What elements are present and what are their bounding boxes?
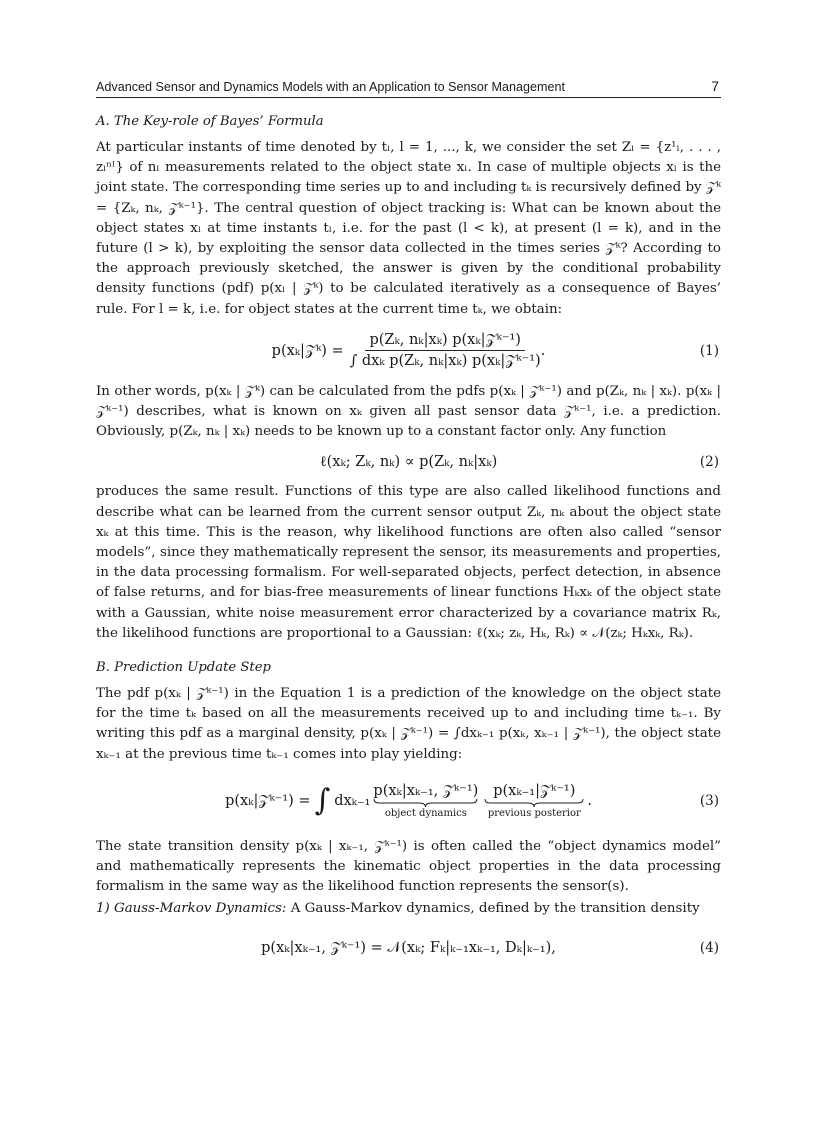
equation-4-body: p(xₖ|xₖ₋₁, 𝒵ᵏ⁻¹) = 𝒩(xₖ; Fₖ|ₖ₋₁xₖ₋₁, Dₖ|ₖ₋₁),	[261, 939, 556, 956]
subsection-gauss-markov	[96, 899, 721, 919]
underbrace-icon	[373, 799, 478, 807]
running-header	[96, 78, 721, 98]
equation-3-lhs: p(xₖ|𝒵ᵏ⁻¹) =	[225, 792, 311, 809]
object-dynamics-label: object dynamics	[384, 807, 467, 819]
equation-1-denominator: ∫ dxₖ p(Zₖ, nₖ|xₖ) p(xₖ|𝒵ᵏ⁻¹)	[349, 353, 541, 370]
section-a-heading: A. The Key-role of Bayes’ Formula	[96, 114, 324, 129]
equation-3-tail: .	[587, 792, 592, 809]
equation-2-body: ℓ(xₖ; Zₖ, nₖ) ∝ p(Zₖ, nₖ|xₖ)	[319, 453, 498, 470]
equation-2	[96, 442, 721, 482]
previous-posterior-label: previous posterior	[487, 807, 581, 819]
equation-4	[96, 920, 721, 976]
equation-1-fraction	[350, 332, 541, 369]
equation-1-numerator: p(Zₖ, nₖ|xₖ) p(xₖ|𝒵ᵏ⁻¹)	[365, 332, 525, 351]
equation-3	[96, 765, 721, 837]
running-title: Advanced Sensor and Dynamics Models with an Application to Sensor Management	[96, 80, 566, 94]
integral-sign: ∫	[314, 783, 331, 819]
section-a-paragraph-3: produces the same result. Functions of this type are also called likelihood functions and describe what can be learned from the current sensor output Zₖ, nₖ about the object state xₖ at this time. This is the reason, why likelihood functions are often also called “sensor models”, since they mathematically represent the sensor, its measurements and properties, in the data processing formalism. For well-separated objects, perfect detection, in absence of false returns, and for bias-free measurements of linear functions Hₖxₖ of the object state with a Gaussian, white noise measurement error characterized by a covariance matrix Rₖ, the likelihood functions are proportional to a Gaussian: ℓ(xₖ; zₖ, Hₖ, Rₖ) ∝ 𝒩(zₖ; Hₖxₖ, Rₖ).	[96, 484, 721, 641]
equation-1	[96, 320, 721, 382]
equation-3-differential: dxₖ₋₁	[334, 792, 371, 809]
equation-1-lhs: p(xₖ|𝒵ᵏ) =	[271, 342, 344, 359]
page	[96, 78, 721, 976]
section-b-heading: B. Prediction Update Step	[96, 660, 271, 676]
subsection-text: A Gauss-Markov dynamics, defined by the transition density	[290, 901, 700, 917]
equation-3-term-posterior	[484, 783, 584, 819]
underbrace-icon	[484, 799, 584, 807]
section-a-paragraph-2: In other words, p(xₖ | 𝒵ᵏ) can be calculated from the pdfs p(xₖ | 𝒵ᵏ⁻¹) and p(Zₖ, nₖ | xₖ). p(xₖ | 𝒵ᵏ⁻¹) describes, what is known on xₖ given all past sensor data 𝒵ᵏ⁻¹, i.e. a prediction. Obviously, p(Zₖ, nₖ | xₖ) needs to be known up to a constant factor only. Any function	[96, 383, 721, 440]
equation-3-term1: p(xₖ|xₖ₋₁, 𝒵ᵏ⁻¹)	[373, 782, 479, 799]
equation-4-label: (4)	[699, 939, 719, 956]
section-b-paragraph-2: The state transition density p(xₖ | xₖ₋₁, 𝒵ᵏ⁻¹) is often called the “object dynamics model” and mathematically represents the kinematic object properties in the data processing formalism in the same way as the likelihood function represents the sensor(s).	[96, 838, 721, 895]
equation-1-label: (1)	[699, 342, 719, 359]
equation-3-label: (3)	[699, 792, 719, 809]
equation-2-label: (2)	[699, 454, 719, 471]
page-number: 7	[711, 78, 719, 94]
equation-3-term-dynamics	[373, 783, 478, 819]
equation-1-tail: .	[540, 342, 546, 359]
equation-3-term2: p(xₖ₋₁|𝒵ᵏ⁻¹)	[493, 782, 576, 799]
section-a-paragraph-1: At particular instants of time denoted by tₗ, l = 1, ..., k, we consider the set Zₗ = {z¹ₗ, . . . , zₗⁿˡ} of nₗ measurements related to the object state xₗ. In case of multiple objects xₗ is the joint state. The corresponding time series up to and including tₖ is recursively defined by 𝒵ᵏ = {Zₖ, nₖ, 𝒵ᵏ⁻¹}. The central question of object tracking is: What can be known about the object states xₗ at time instants tₗ, i.e. for the past (l < k), at present (l = k), and in the future (l > k), by exploiting the sensor data collected in the times series 𝒵ᵏ? According to the approach previously sketched, the answer is given by the conditional probability density functions (pdf) p(xₗ | 𝒵ᵏ) to be calculated iteratively as a consequence of Bayes’ rule. For l = k, i.e. for object states at the current time tₖ, we obtain:	[96, 140, 721, 317]
section-b-paragraph-1: The pdf p(xₖ | 𝒵ᵏ⁻¹) in the Equation 1 is a prediction of the knowledge on the object state for the time tₖ based on all the measurements received up to and including time tₖ₋₁. By writing this pdf as a marginal density, p(xₖ | 𝒵ᵏ⁻¹) = ∫dxₖ₋₁ p(xₖ, xₖ₋₁ | 𝒵ᵏ⁻¹), the object state xₖ₋₁ at the previous time tₖ₋₁ comes into play yielding:	[96, 686, 721, 762]
subsection-title: 1) Gauss-Markov Dynamics:	[96, 901, 287, 917]
